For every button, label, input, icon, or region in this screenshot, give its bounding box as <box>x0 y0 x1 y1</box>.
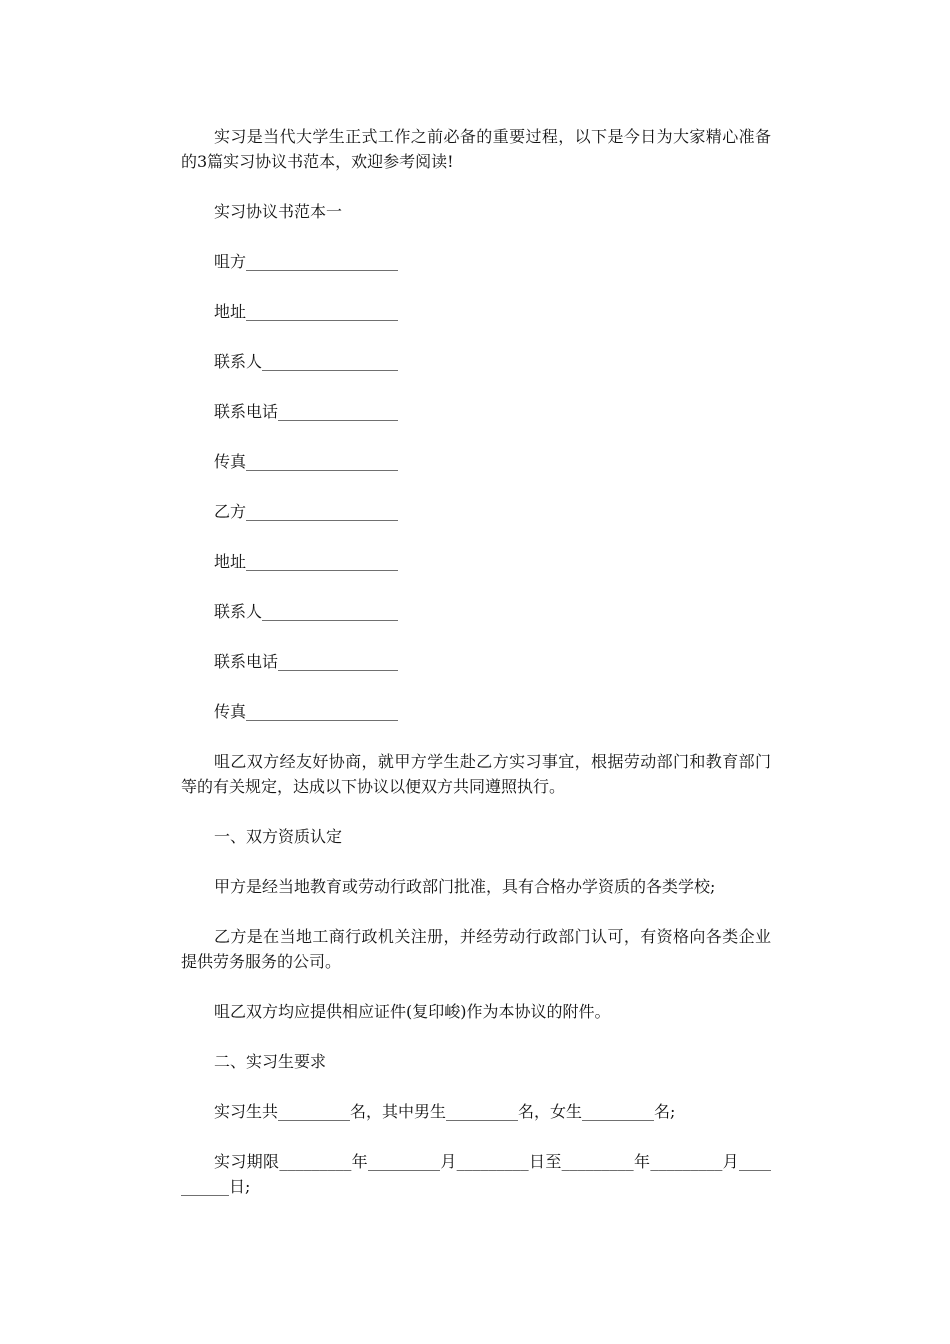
party-a-address-field: 地址___________________ <box>214 302 399 321</box>
party-b-contact-field: 联系人_________________ <box>214 602 399 621</box>
section-heading-qualification: 一、双方资质认定 <box>214 827 343 846</box>
party-a-fax-field: 传真___________________ <box>214 452 399 471</box>
certificate-requirement: 咀乙双方均应提供相应证件(复印峻)作为本协议的附件。 <box>214 1002 611 1021</box>
party-a-field: 咀方___________________ <box>214 252 399 271</box>
intern-period-line: 实习期限_________年_________月_________日至_________年_________月__________日; <box>181 1152 771 1196</box>
section-title-sample-one: 实习协议书范本一 <box>214 202 343 221</box>
agreement-preamble: 咀乙双方经友好协商，就甲方学生赴乙方实习事宜，根据劳动部门和教育部门等的有关规定，达成以下协议以便双方共同遵照执行。 <box>181 752 771 796</box>
document-body <box>181 124 771 1224</box>
party-b-phone-field: 联系电话_______________ <box>214 652 399 671</box>
party-b-fax-field: 传真___________________ <box>214 702 399 721</box>
intern-count-line: 实习生共_________名，其中男生_________名，女生_________名; <box>214 1102 676 1121</box>
party-b-qualification: 乙方是在当地工商行政机关注册，并经劳动行政部门认可，有资格向各类企业提供劳务服务的公司。 <box>181 927 771 971</box>
party-b-field: 乙方___________________ <box>214 502 399 521</box>
party-b-address-field: 地址___________________ <box>214 552 399 571</box>
party-a-qualification: 甲方是经当地教育或劳动行政部门批准，具有合格办学资质的各类学校; <box>214 877 716 896</box>
intro-paragraph: 实习是当代大学生正式工作之前必备的重要过程，以下是今日为大家精心准备的3篇实习协议书范本，欢迎参考阅读! <box>181 127 771 171</box>
party-a-contact-field: 联系人_________________ <box>214 352 399 371</box>
section-heading-intern-requirements: 二、实习生要求 <box>214 1052 327 1071</box>
party-a-phone-field: 联系电话_______________ <box>214 402 399 421</box>
